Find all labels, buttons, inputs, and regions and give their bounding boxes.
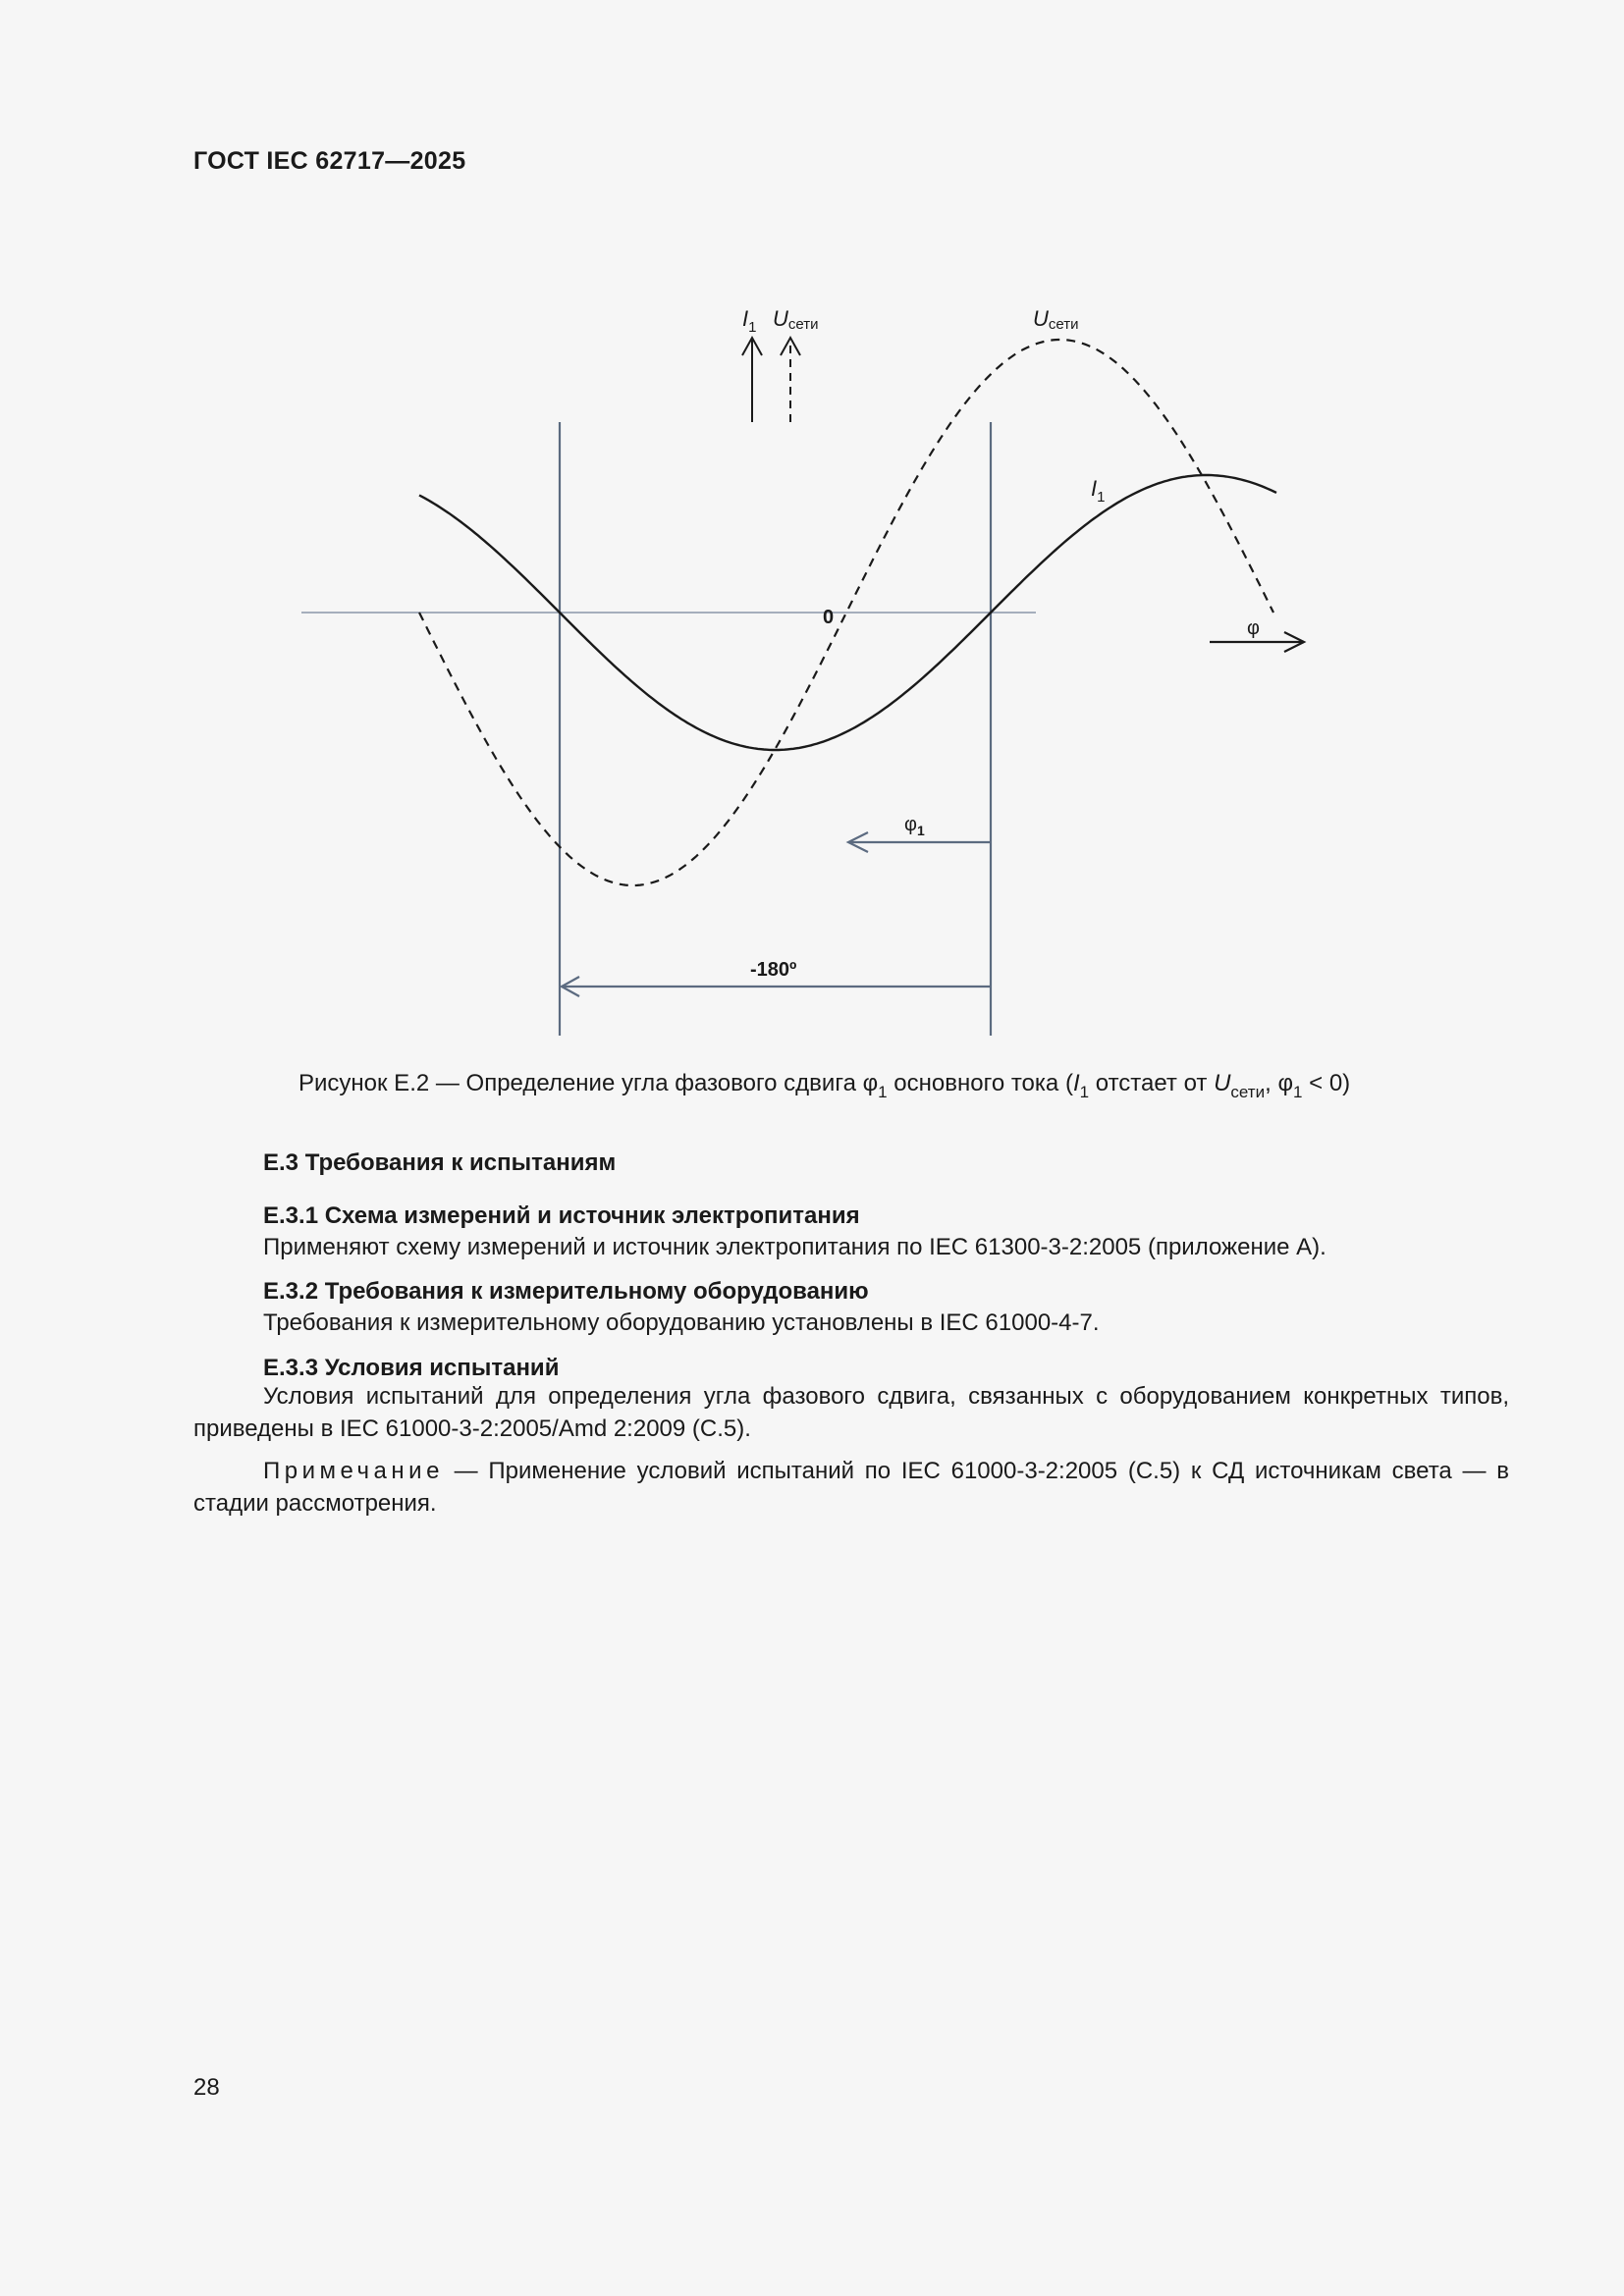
i1-curve-label: $I_1$ (1091, 476, 1106, 506)
section-e32-text: Требования к измерительному оборудованию установлены в IEC 61000-4-7. (263, 1309, 1100, 1336)
page-number: 28 (193, 2074, 220, 2101)
phi-label: φ (1247, 617, 1260, 639)
minus180-label: -180º (750, 959, 797, 981)
phi1-label: $\varphi_1$ (904, 814, 925, 838)
figure-caption: Рисунок Е.2 — Определение угла фазового сдвига $\varphi_1$ основного тока ($I_1$ отстает от $U_{сети}$, $\varphi_1 < 0$) (298, 1070, 1351, 1101)
zero-label: 0 (823, 607, 835, 628)
note-paragraph (193, 1455, 1509, 1520)
u-top-label: Uсети (773, 306, 819, 333)
section-e31-title: Е.3.1 Схема измерений и источник электропитания (263, 1202, 860, 1229)
u-arrow (781, 338, 800, 422)
phase-shift-figure (0, 0, 1624, 1060)
section-e33-text: Условия испытаний для определения угла фазового сдвига, связанных с оборудованием конкретных типов, приведены в IEC 61000-3-2:2005/Amd 2:2009 (С.5). (193, 1383, 1509, 1442)
section-e32-title: Е.3.2 Требования к измерительному оборудованию (263, 1278, 869, 1305)
section-e31-text: Применяют схему измерений и источник электропитания по IEC 61300-3-2:2005 (приложение А). (263, 1234, 1326, 1260)
section-e33-title: Е.3.3 Условия испытаний (263, 1355, 560, 1381)
i1-top-label: $I_1$ (742, 306, 757, 336)
i1-arrow (742, 338, 762, 422)
document-header: ГОСТ IEC 62717—2025 (193, 147, 466, 175)
u-curve-label: Uсети (1033, 306, 1079, 333)
note-text: — Применение условий испытаний по IEC 61000-3-2:2005 (С.5) к СД источникам света — в стадии рассмотрения. (193, 1458, 1509, 1517)
section-e3-title: Е.3 Требования к испытаниям (263, 1149, 617, 1176)
note-label: Примечание (263, 1458, 444, 1484)
